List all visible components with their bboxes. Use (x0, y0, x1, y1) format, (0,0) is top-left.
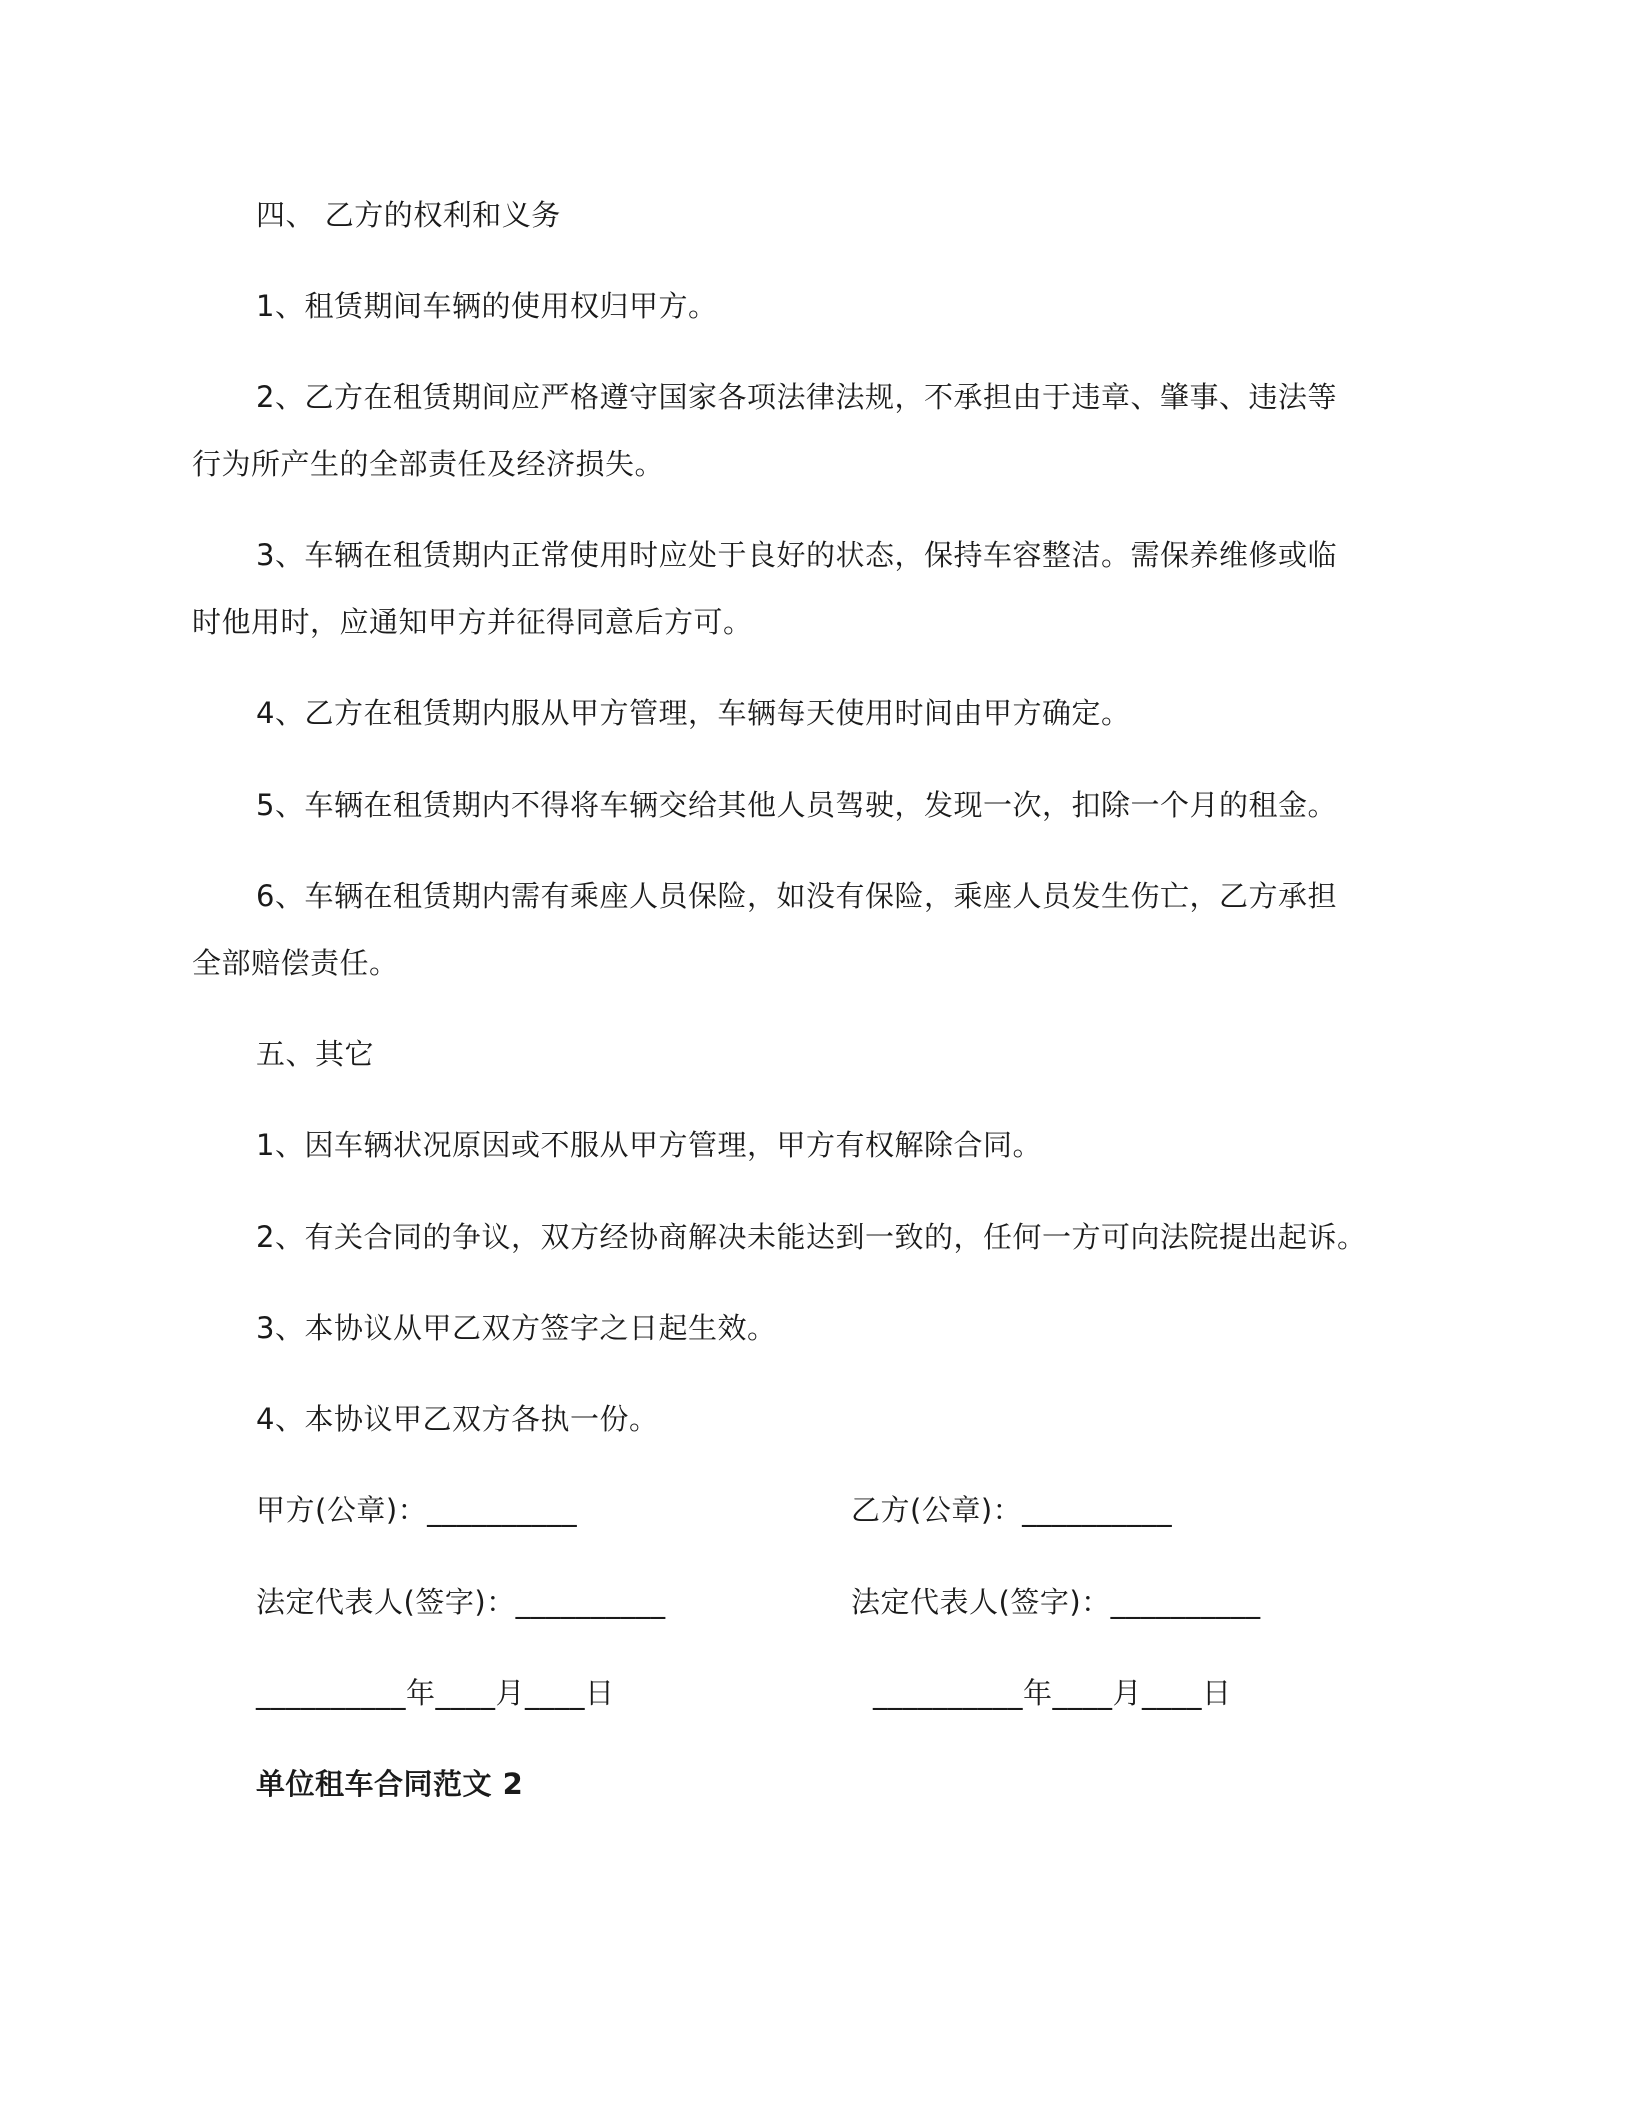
section-5-item-4: 4、本协议甲乙双方各执一份。 (256, 1402, 659, 1436)
section-4-heading: 四、 乙方的权利和义务 (256, 198, 561, 232)
next-document-title: 单位租车合同范文 2 (256, 1767, 524, 1801)
section-4-item-2-line-1: 2、乙方在租赁期间应严格遵守国家各项法律法规，不承担由于违章、肇事、违法等 (256, 380, 1337, 414)
party-b-seal-line: 乙方(公章)：__________ (851, 1493, 1173, 1527)
party-a-seal-line: 甲方(公章)：__________ (256, 1493, 578, 1527)
section-4-item-1: 1、租赁期间车辆的使用权归甲方。 (256, 289, 718, 323)
section-4-item-3-line-1: 3、车辆在租赁期内正常使用时应处于良好的状态，保持车容整洁。需保养维修或临 (256, 538, 1337, 572)
section-5-item-3: 3、本协议从甲乙双方签字之日起生效。 (256, 1311, 777, 1345)
section-4-item-6-line-1: 6、车辆在租赁期内需有乘座人员保险，如没有保险，乘座人员发生伤亡，乙方承担 (256, 879, 1337, 913)
section-5-heading: 五、其它 (256, 1037, 375, 1071)
section-4-item-2-line-2: 行为所产生的全部责任及经济损失。 (192, 447, 665, 481)
section-4-item-6-line-2: 全部赔偿责任。 (192, 946, 399, 980)
party-a-date-line: __________年____月____日 (256, 1676, 615, 1710)
party-a-representative-line: 法定代表人(签字)：__________ (256, 1585, 666, 1619)
section-5-item-2: 2、有关合同的争议，双方经协商解决未能达到一致的，任何一方可向法院提出起诉。 (256, 1220, 1367, 1254)
section-4-item-4: 4、乙方在租赁期内服从甲方管理，车辆每天使用时间由甲方确定。 (256, 696, 1131, 730)
section-5-item-1: 1、因车辆状况原因或不服从甲方管理，甲方有权解除合同。 (256, 1128, 1042, 1162)
party-b-representative-line: 法定代表人(签字)：__________ (851, 1585, 1261, 1619)
party-b-date-line: __________年____月____日 (873, 1676, 1232, 1710)
section-4-item-5: 5、车辆在租赁期内不得将车辆交给其他人员驾驶，发现一次，扣除一个月的租金。 (256, 788, 1337, 822)
section-4-item-3-line-2: 时他用时，应通知甲方并征得同意后方可。 (192, 605, 753, 639)
